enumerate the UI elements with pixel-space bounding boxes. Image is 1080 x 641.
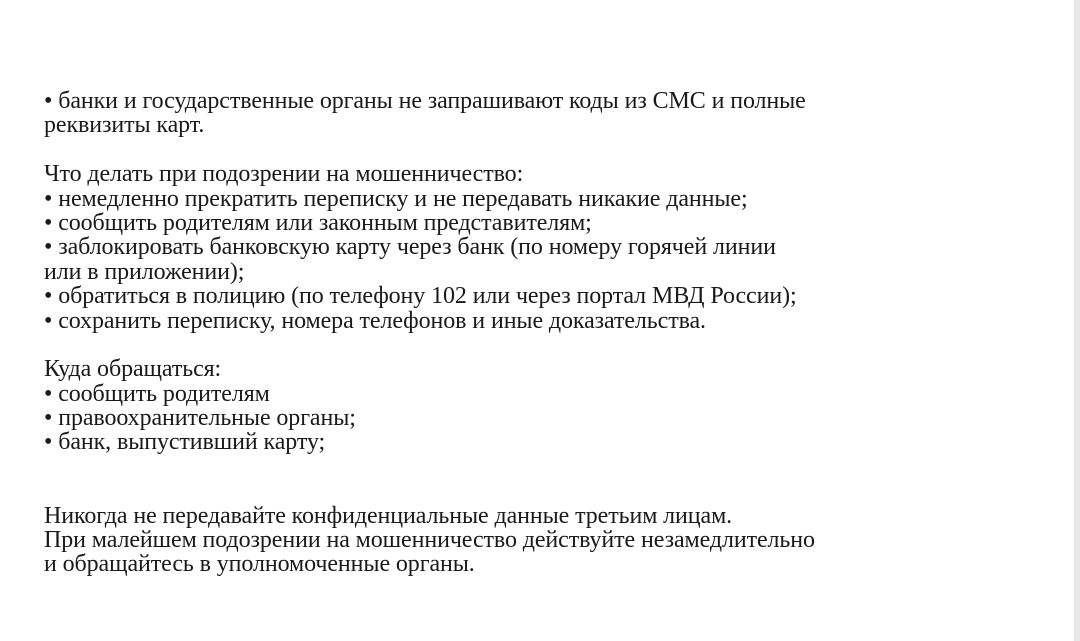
bullet-line-continuation: или в приложении); (44, 258, 245, 285)
closing-line: Никогда не передавайте конфиденциальные данные третьим лицам. (44, 502, 733, 529)
section-heading-what-to-do: Что делать при подозрении на мошенничество: (44, 161, 524, 188)
bullet-line-continuation: реквизиты карт. (44, 112, 205, 139)
closing-line: и обращайтесь в уполномоченные органы. (44, 551, 475, 578)
section-heading-where-to-apply: Куда обращаться: (44, 356, 222, 383)
bullet-line: • сообщить родителям (44, 380, 270, 407)
closing-line: При малейшем подозрении на мошенничество действуйте незамедлительно (44, 527, 815, 554)
bullet-line: • сообщить родителям или законным представителям; (44, 209, 592, 236)
bullet-line: • банк, выпустивший карту; (44, 429, 326, 456)
document-body (44, 89, 1004, 577)
paragraph-gap (44, 138, 1004, 162)
bullet-line: • обратиться в полицию (по телефону 102 или через портал МВД России); (44, 283, 797, 310)
page-edge (1074, 0, 1080, 641)
bullet-line: • сохранить переписку, номера телефонов и иные доказательства. (44, 307, 706, 334)
bullet-line: • правоохранительные органы; (44, 405, 356, 432)
bullet-line: • банки и государственные органы не запрашивают коды из СМС и полные (44, 88, 806, 114)
bullet-line: • заблокировать банковскую карту через банк (по номеру горячей линии (44, 234, 776, 261)
paragraph-gap (44, 333, 1004, 357)
paragraph-gap (44, 455, 1004, 504)
bullet-line: • немедленно прекратить переписку и не передавать никакие данные; (44, 185, 748, 212)
